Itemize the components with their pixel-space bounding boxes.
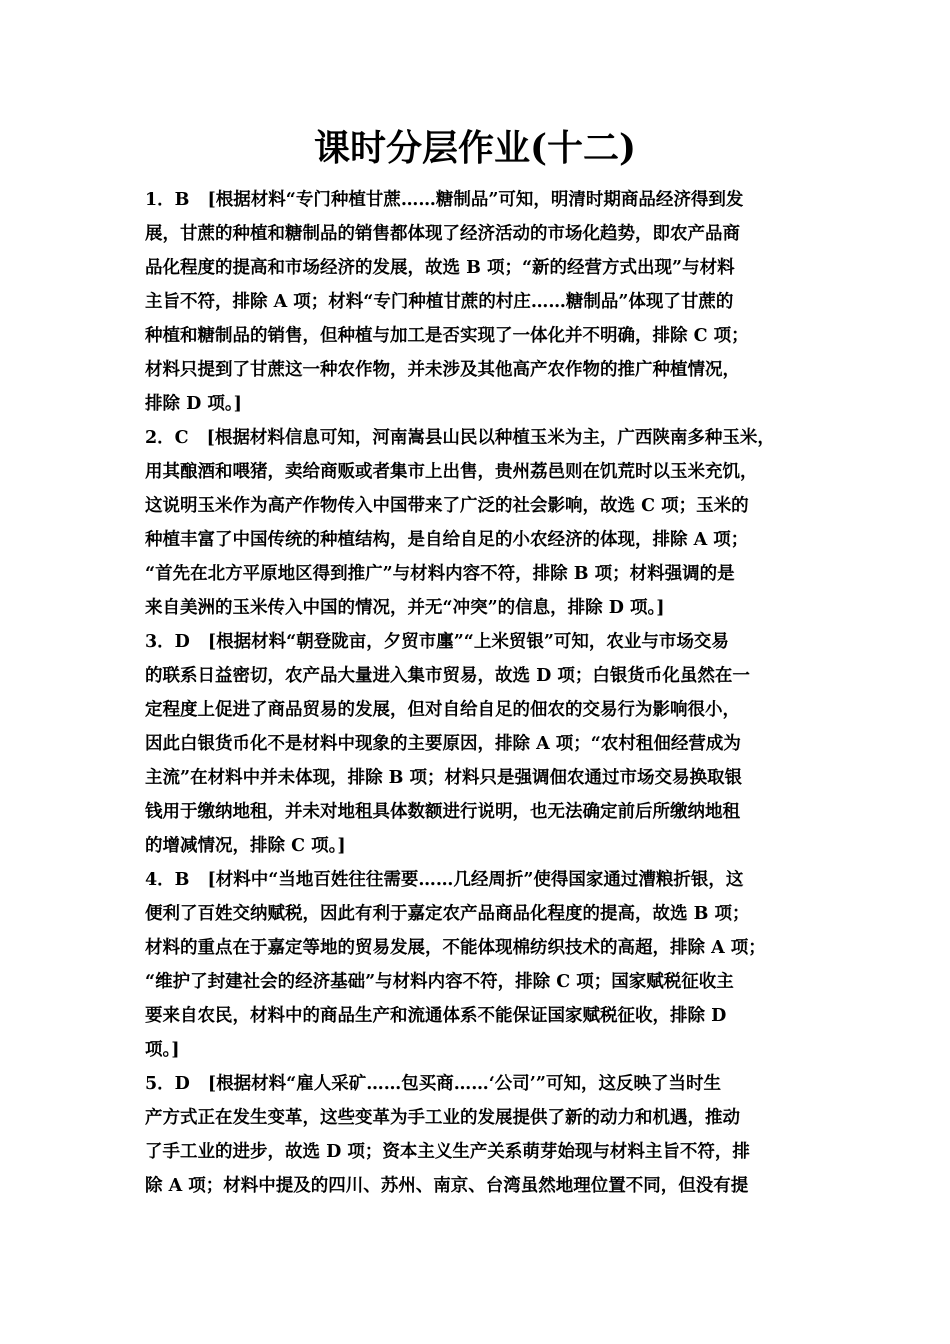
answer-text-line: [145, 761, 810, 795]
answer-text-line: [145, 897, 810, 931]
answer-text: 来自美洲的玉米传入中国的情况，并无“冲突”的信息，排除 D 项。]: [145, 598, 665, 618]
answer-text-line: [145, 1169, 810, 1203]
answer-text: [根据材料“朝登陇亩，夕贸市廛”“上米贸银”可知，农业与市场交易: [207, 632, 729, 652]
answer-text-line: [145, 727, 810, 761]
answer-text: “维护了封建社会的经济基础”与材料内容不符，排除 C 项；国家赋税征收主: [145, 972, 734, 992]
answer-text-line: [145, 455, 810, 489]
answer-item: [145, 1067, 810, 1203]
answer-text-line: [145, 863, 810, 897]
answer-text: 材料只提到了甘蔗这一种农作物，并未涉及其他高产农作物的推广种植情况，: [145, 360, 740, 380]
answer-text-line: [145, 1067, 810, 1101]
answer-text-line: [145, 1135, 810, 1169]
answer-text-line: [145, 659, 810, 693]
answer-text-line: [145, 523, 810, 557]
answer-text: 产方式正在发生变革，这些变革为手工业的发展提供了新的动力和机遇，推动: [145, 1108, 740, 1128]
answer-text: 钱用于缴纳地租，并未对地租具体数额进行说明，也无法确定前后所缴纳地租: [145, 802, 740, 822]
answer-item: [145, 625, 810, 863]
answer-text: 定程度上促进了商品贸易的发展，但对自给自足的佃农的交易行为影响很小，: [145, 700, 740, 720]
answer-text-line: [145, 217, 810, 251]
answer-text: 的联系日益密切，农产品大量进入集市贸易，故选 D 项；白银货币化虽然在一: [145, 666, 750, 686]
answer-label: 3．D: [145, 632, 190, 652]
answer-text: 品化程度的提高和市场经济的发展，故选 B 项；“新的经营方式出现”与材料: [145, 258, 735, 278]
answer-text: 材料的重点在于嘉定等地的贸易发展，不能体现棉纺织技术的高超，排除 A 项；: [145, 938, 766, 958]
answer-text: [根据材料信息可知，河南嵩县山民以种植玉米为主，广西陕南多种玉米，: [206, 428, 775, 448]
answer-list: [145, 183, 810, 1203]
answer-text: 项。]: [145, 1040, 180, 1060]
answer-text: 展，甘蔗的种植和糖制品的销售都体现了经济活动的市场化趋势，即农产品商: [145, 224, 740, 244]
answer-text-line: [145, 319, 810, 353]
answer-text-line: [145, 1101, 810, 1135]
answer-text: 用其酿酒和喂猪，卖给商贩或者集市上出售，贵州荔邑则在饥荒时以玉米充饥，: [145, 462, 758, 482]
answer-text: 主流”在材料中并未体现，排除 B 项；材料只是强调佃农通过市场交易换取银: [145, 768, 743, 788]
answer-item: [145, 863, 810, 1067]
answer-text: 要来自农民，材料中的商品生产和流通体系不能保证国家赋税征收，排除 D: [145, 1006, 727, 1026]
answer-text-line: [145, 421, 810, 455]
answer-text-line: [145, 795, 810, 829]
answer-label: 2．C: [145, 428, 189, 448]
answer-text: 这说明玉米作为高产作物传入中国带来了广泛的社会影响，故选 C 项；玉米的: [145, 496, 749, 516]
answer-text-line: [145, 489, 810, 523]
answer-text-line: [145, 965, 810, 999]
answer-text: 排除 D 项。]: [145, 394, 242, 414]
answer-text: 因此白银货币化不是材料中现象的主要原因，排除 A 项；“农村租佃经营成为: [145, 734, 741, 754]
page-title: 课时分层作业(十二): [313, 127, 637, 169]
answer-text-line: [145, 557, 810, 591]
answer-text: “首先在北方平原地区得到推广”与材料内容不符，排除 B 项；材料强调的是: [145, 564, 735, 584]
answer-text-line: [145, 999, 810, 1033]
answer-item: [145, 183, 810, 421]
answer-text-line: [145, 829, 810, 863]
answer-item: [145, 421, 810, 625]
answer-text-line: [145, 353, 810, 387]
answer-text-line: [145, 183, 810, 217]
answer-text-line: [145, 1033, 810, 1067]
answer-text: [材料中“当地百姓往往需要……几经周折”使得国家通过漕粮折银，这: [207, 870, 744, 890]
answer-text: [根据材料“专门种植甘蔗……糖制品”可知，明清时期商品经济得到发: [207, 190, 744, 210]
answer-label: 5．D: [145, 1074, 190, 1094]
answer-text-line: [145, 251, 810, 285]
answer-text: 便利了百姓交纳赋税，因此有利于嘉定农产品商品化程度的提高，故选 B 项；: [145, 904, 750, 924]
answer-text-line: [145, 387, 810, 421]
answer-text: [根据材料“雇人采矿……包买商……‘公司’”可知，这反映了当时生: [207, 1074, 721, 1094]
answer-text-line: [145, 591, 810, 625]
answer-text: 种植和糖制品的销售，但种植与加工是否实现了一体化并不明确，排除 C 项；: [145, 326, 749, 346]
answer-text-line: [145, 693, 810, 727]
answer-text: 了手工业的进步，故选 D 项；资本主义生产关系萌芽始现与材料主旨不符，排: [145, 1142, 750, 1162]
answer-text-line: [145, 931, 810, 965]
answer-text: 的增减情况，排除 C 项。]: [145, 836, 346, 856]
answer-text-line: [145, 625, 810, 659]
answer-text: 种植丰富了中国传统的种植结构，是自给自足的小农经济的体现，排除 A 项；: [145, 530, 749, 550]
answer-label: 1．B: [145, 190, 190, 210]
answer-text: 除 A 项；材料中提及的四川、苏州、南京、台湾虽然地理位置不同，但没有提: [145, 1176, 749, 1196]
answer-text: 主旨不符，排除 A 项；材料“专门种植甘蔗的村庄……糖制品”体现了甘蔗的: [145, 292, 734, 312]
answer-text-line: [145, 285, 810, 319]
answer-label: 4．B: [145, 870, 190, 890]
